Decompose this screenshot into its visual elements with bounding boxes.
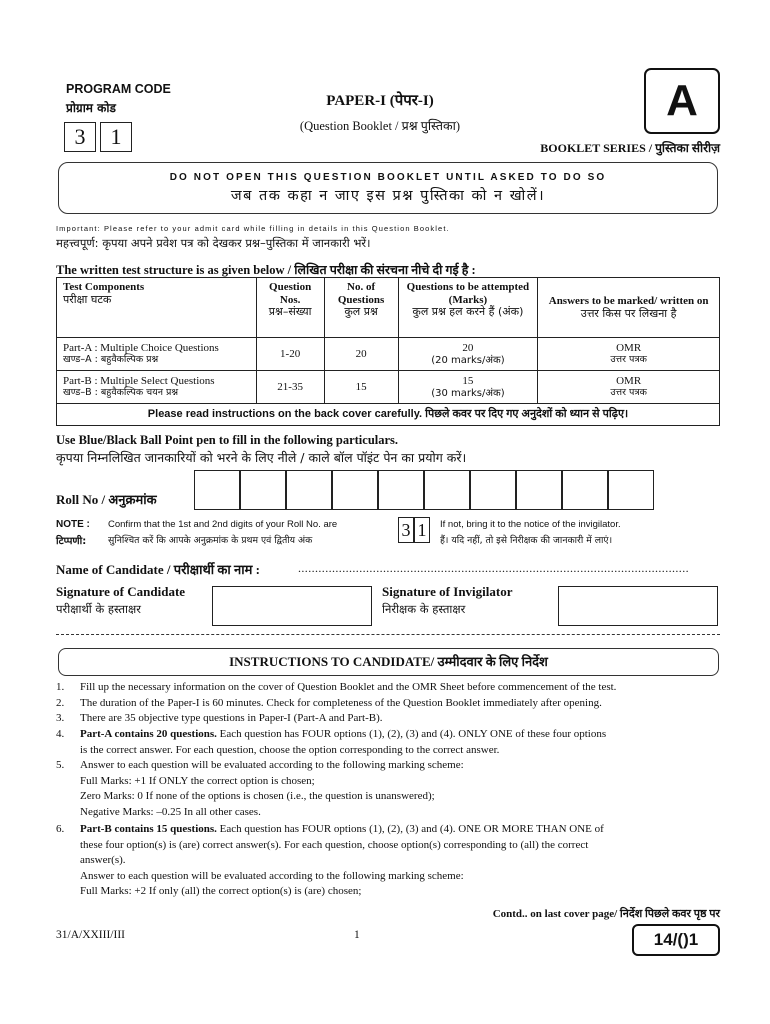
candidate-signature-box[interactable]: [212, 586, 372, 626]
warning-english: DO NOT OPEN THIS QUESTION BOOKLET UNTIL ASKED TO DO SO: [169, 172, 607, 183]
part-a-count: 20: [324, 338, 398, 371]
program-code-label-hindi: प्रोग्राम कोड: [66, 101, 116, 115]
roll-no-digit-input[interactable]: [240, 470, 286, 510]
candidate-name-label: Name of Candidate / परीक्षार्थी का नाम :: [56, 562, 260, 577]
invigilator-signature-box[interactable]: [558, 586, 718, 626]
booklet-series-label: BOOKLET SERIES / पुस्तिका सीरीज़: [540, 141, 720, 155]
note-label: NOTE :: [56, 519, 90, 530]
booklet-subtitle: (Question Booklet / प्रश्न पुस्तिका): [299, 119, 461, 133]
roll-no-digit-input[interactable]: [378, 470, 424, 510]
roll-no-digit-input[interactable]: [470, 470, 516, 510]
program-code-digit-1: 3: [64, 122, 96, 152]
note-label-hindi: टिप्पणी:: [56, 536, 87, 547]
paper-title: PAPER-I (पेपर-I): [326, 93, 434, 109]
part-a-qnos: 1-20: [256, 338, 324, 371]
col-header-components: Test Components परीक्षा घटक: [57, 278, 257, 338]
note-text: Confirm that the 1st and 2nd digits of your Roll No. are: [108, 519, 338, 530]
continued-note: Contd.. on last cover page/ निर्देश पिछले कवर पृष्ठ पर: [492, 908, 720, 920]
note-digit-2: 1: [414, 517, 430, 543]
part-b-component: Part-B : Multiple Select Questions खण्ड–B : बहुवैकल्पिक चयन प्रश्न: [57, 371, 257, 404]
col-header-question-count: No. of Questions कुल प्रश्न: [324, 278, 398, 338]
page-number: 1: [354, 929, 360, 941]
part-b-attempt: 15 (30 marks/अंक): [398, 371, 538, 404]
table-row: [57, 338, 720, 371]
booklet-series-letter: A: [644, 68, 720, 134]
roll-no-digit-input[interactable]: [332, 470, 378, 510]
instructions-title: INSTRUCTIONS TO CANDIDATE/ उम्मीदवार के लिए निर्देश: [58, 648, 719, 676]
do-not-open-warning: [58, 162, 718, 214]
structure-heading: The written test structure is as given below / लिखित परीक्षा की संरचना नीचे दी गई है :: [56, 263, 476, 277]
dashed-separator: [56, 634, 720, 635]
important-note: Important: Please refer to your admit card while filling in details in this Question Booklet.: [56, 224, 450, 233]
paper-code-footer: 31/A/XXIII/III: [56, 929, 125, 941]
table-row: [57, 371, 720, 404]
part-b-answer: OMR उत्तर पत्रक: [538, 371, 720, 404]
roll-no-digit-input[interactable]: [562, 470, 608, 510]
important-note-hindi: महत्त्वपूर्ण: कृपया अपने प्रवेश पत्र को देखकर प्रश्न–पुस्तिका में जानकारी भरें।: [56, 236, 371, 250]
roll-no-label: Roll No / अनुक्रमांक: [56, 492, 157, 507]
part-a-component: Part-A : Multiple Choice Questions खण्ड–A : बहुवैकल्पिक प्रश्न: [57, 338, 257, 371]
pen-instruction: Use Blue/Black Ball Point pen to fill in the following particulars.: [56, 433, 399, 447]
note-after-text-hindi: हैं। यदि नहीं, तो इसे निरीक्षक की जानकारी में लाएं।: [440, 535, 613, 546]
candidate-name-field[interactable]: ...................................................................................................................: [298, 561, 689, 575]
roll-no-digit-input[interactable]: [194, 470, 240, 510]
booklet-number-box: 14/()1: [632, 924, 720, 956]
candidate-signature-label-hindi: परीक्षार्थी के हस्ताक्षर: [56, 602, 141, 616]
roll-no-digit-input[interactable]: [424, 470, 470, 510]
note-digit-1: 3: [398, 517, 414, 543]
part-b-qnos: 21-35: [256, 371, 324, 404]
roll-no-digit-input[interactable]: [286, 470, 332, 510]
program-code-digit-2: 1: [100, 122, 132, 152]
back-cover-note: Please read instructions on the back cover carefully. पिछले कवर पर दिए गए अनुदेशों को ध्यान से पढ़िए।: [57, 404, 720, 426]
table-header-row: [57, 278, 720, 338]
note-text-hindi: सुनिश्चित करें कि आपके अनुक्रमांक के प्रथम एवं द्वितीय अंक: [108, 535, 313, 546]
invigilator-signature-label: Signature of Invigilator: [382, 584, 513, 599]
part-b-count: 15: [324, 371, 398, 404]
part-a-attempt: 20 (20 marks/अंक): [398, 338, 538, 371]
warning-hindi: जब तक कहा न जाए इस प्रश्न पुस्तिका को न खोलें।: [230, 188, 546, 204]
roll-no-digit-input[interactable]: [516, 470, 562, 510]
program-code-label: PROGRAM CODE: [66, 82, 171, 96]
col-header-question-nos: Question Nos. प्रश्न–संख्या: [256, 278, 324, 338]
part-a-answer: OMR उत्तर पत्रक: [538, 338, 720, 371]
note-after-text: If not, bring it to the notice of the invigilator.: [440, 519, 621, 530]
invigilator-signature-label-hindi: निरीक्षक के हस्ताक्षर: [382, 602, 466, 616]
table-row: [57, 404, 720, 426]
roll-no-digit-input[interactable]: [608, 470, 654, 510]
pen-instruction-hindi: कृपया निम्नलिखित जानकारियों को भरने के लिए नीले / काले बॉल पॉइंट पेन का प्रयोग करें।: [56, 450, 467, 465]
candidate-signature-label: Signature of Candidate: [56, 584, 186, 599]
col-header-answer-medium: Answers to be marked/ written on उत्तर किस पर लिखना है: [538, 278, 720, 338]
col-header-attempt: Questions to be attempted (Marks) कुल प्रश्न हल करने हैं (अंक): [398, 278, 538, 338]
test-structure-table: [56, 277, 720, 426]
